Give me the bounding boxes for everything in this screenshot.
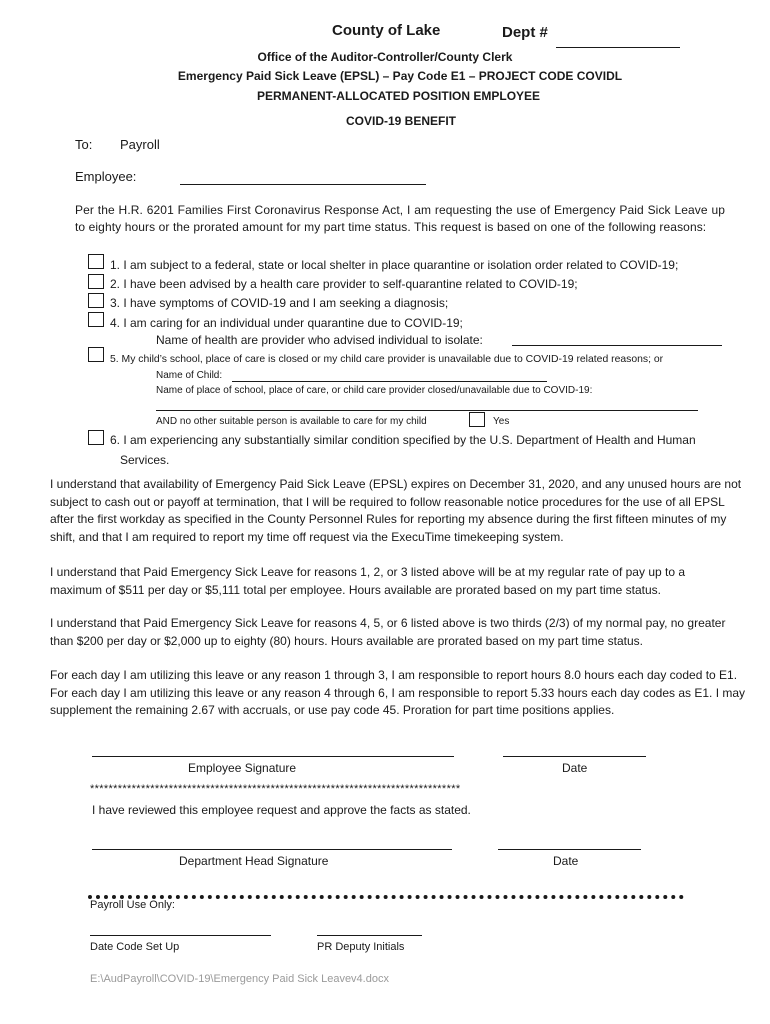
date-code-setup-line[interactable] <box>90 935 271 936</box>
reason-5-place-label: Name of place of school, place of care, or child care provider closed/unavailable due to COVID-19: <box>156 385 593 396</box>
reporting-hours-paragraph: For each day I am utilizing this leave or any reason 1 through 3, I am responsible to report hours 8.0 hours each day coded to E1. For each day I am utilizing this leave or any reason 4 through 6, I am responsible to report 5.33 hours each day codes as E1. I may supplement the remaining 2.67 with accruals, or use pay code 45. Proration for part time positions applies. <box>50 668 746 717</box>
to-label: To: <box>75 137 93 152</box>
reasons-4-6-pay-paragraph: I understand that Paid Emergency Sick Leave for reasons 4, 5, or 6 listed above is two thirds (2/3) of my normal pay, no greater than $200 per day or $2,000 up to eighty (80) hours. Hours available are prorated based on my part time status. <box>50 616 726 648</box>
pr-deputy-initials-line[interactable] <box>317 935 422 936</box>
reason-5-child-label: Name of Child: <box>156 370 223 381</box>
reason-3-checkbox[interactable] <box>88 293 104 308</box>
benefit-title: COVID-19 BENEFIT <box>345 114 456 128</box>
yes-checkbox[interactable] <box>469 412 485 427</box>
employee-label: Employee: <box>75 169 137 184</box>
reason-5-checkbox[interactable] <box>88 347 104 362</box>
employee-signature-line[interactable] <box>92 756 454 757</box>
reason-6-text-continued: Services. <box>120 453 170 467</box>
date-code-setup-label: Date Code Set Up <box>90 941 180 953</box>
yes-label: Yes <box>493 416 510 427</box>
employee-date-line[interactable] <box>503 756 646 757</box>
reason-3-text: 3. I have symptoms of COVID-19 and I am seeking a diagnosis; <box>110 296 449 310</box>
dept-label: Dept # <box>502 24 548 41</box>
epsl-availability-paragraph: I understand that availability of Emergency Paid Sick Leave (EPSL) expires on December 31, 2020, and any unused hours are not subject to cash out or payoff at termination, that I will be required to follow reasonable notice procedures for the use of all EPSL after the first workday as specified in the County Personnel Rules for reporting my absence during the first fifteen minutes of my shift, and that I am required to report my time off request via the ExecuTime timekeeping system. <box>50 477 742 544</box>
child-name-field[interactable] <box>232 381 547 382</box>
dept-head-date-line[interactable] <box>498 849 641 850</box>
place-name-field[interactable] <box>156 410 698 411</box>
approval-statement: I have reviewed this employee request and approve the facts as stated. <box>92 803 471 817</box>
office-title: Office of the Auditor-Controller/County Clerk <box>257 50 513 64</box>
employee-date-label: Date <box>562 761 588 775</box>
to-value: Payroll <box>120 137 160 152</box>
reason-4-provider-label: Name of health are provider who advised individual to isolate: <box>156 333 483 347</box>
reason-5-no-other-label: AND no other suitable person is available to care for my child <box>156 416 427 427</box>
employee-name-field[interactable] <box>180 184 426 185</box>
file-path-footer: E:\AudPayroll\COVID-19\Emergency Paid Sick Leavev4.docx <box>90 973 389 985</box>
epsl-title: Emergency Paid Sick Leave (EPSL) – Pay Code E1 – PROJECT CODE COVIDL <box>177 69 623 83</box>
pr-deputy-initials-label: PR Deputy Initials <box>317 941 405 953</box>
payroll-divider <box>88 895 684 899</box>
reason-4-text: 4. I am caring for an individual under quarantine due to COVID-19; <box>110 316 463 330</box>
dept-head-date-label: Date <box>553 854 579 868</box>
county-title: County of Lake <box>332 22 441 39</box>
reason-5-text: 5. My child’s school, place of care is closed or my child care provider is unavailable due to COVID-19 related reasons; or <box>110 354 664 365</box>
reason-6-text: 6. I am experiencing any substantially similar condition specified by the U.S. Department of Health and Human <box>110 433 696 447</box>
provider-name-field[interactable] <box>512 345 722 346</box>
reason-2-checkbox[interactable] <box>88 274 104 289</box>
dept-head-signature-label: Department Head Signature <box>179 854 329 868</box>
employee-type-title: PERMANENT-ALLOCATED POSITION EMPLOYEE <box>256 89 541 103</box>
payroll-use-only-label: Payroll Use Only: <box>90 899 175 911</box>
employee-signature-label: Employee Signature <box>188 761 297 775</box>
reason-6-checkbox[interactable] <box>88 430 104 445</box>
reason-2-text: 2. I have been advised by a health care provider to self-quarantine related to COVID-19; <box>110 277 578 291</box>
separator-stars: ******************************************************************************** <box>90 783 461 795</box>
intro-paragraph: Per the H.R. 6201 Families First Coronavirus Response Act, I am requesting the use of Emergency Paid Sick Leave up to eighty hours or the prorated amount for my part time status. This request is based on one of the following reasons: <box>75 203 725 234</box>
reason-1-checkbox[interactable] <box>88 254 104 269</box>
reason-1-text: 1. I am subject to a federal, state or local shelter in place quarantine or isolation order related to COVID-19; <box>110 258 679 272</box>
reasons-1-3-pay-paragraph: I understand that Paid Emergency Sick Leave for reasons 1, 2, or 3 listed above will be at my regular rate of pay up to a maximum of $511 per day or $5,111 total per employee. Hours available are prorated based on my part time status. <box>50 565 686 597</box>
dept-number-field[interactable] <box>556 47 680 48</box>
reason-4-checkbox[interactable] <box>88 312 104 327</box>
dept-head-signature-line[interactable] <box>92 849 452 850</box>
